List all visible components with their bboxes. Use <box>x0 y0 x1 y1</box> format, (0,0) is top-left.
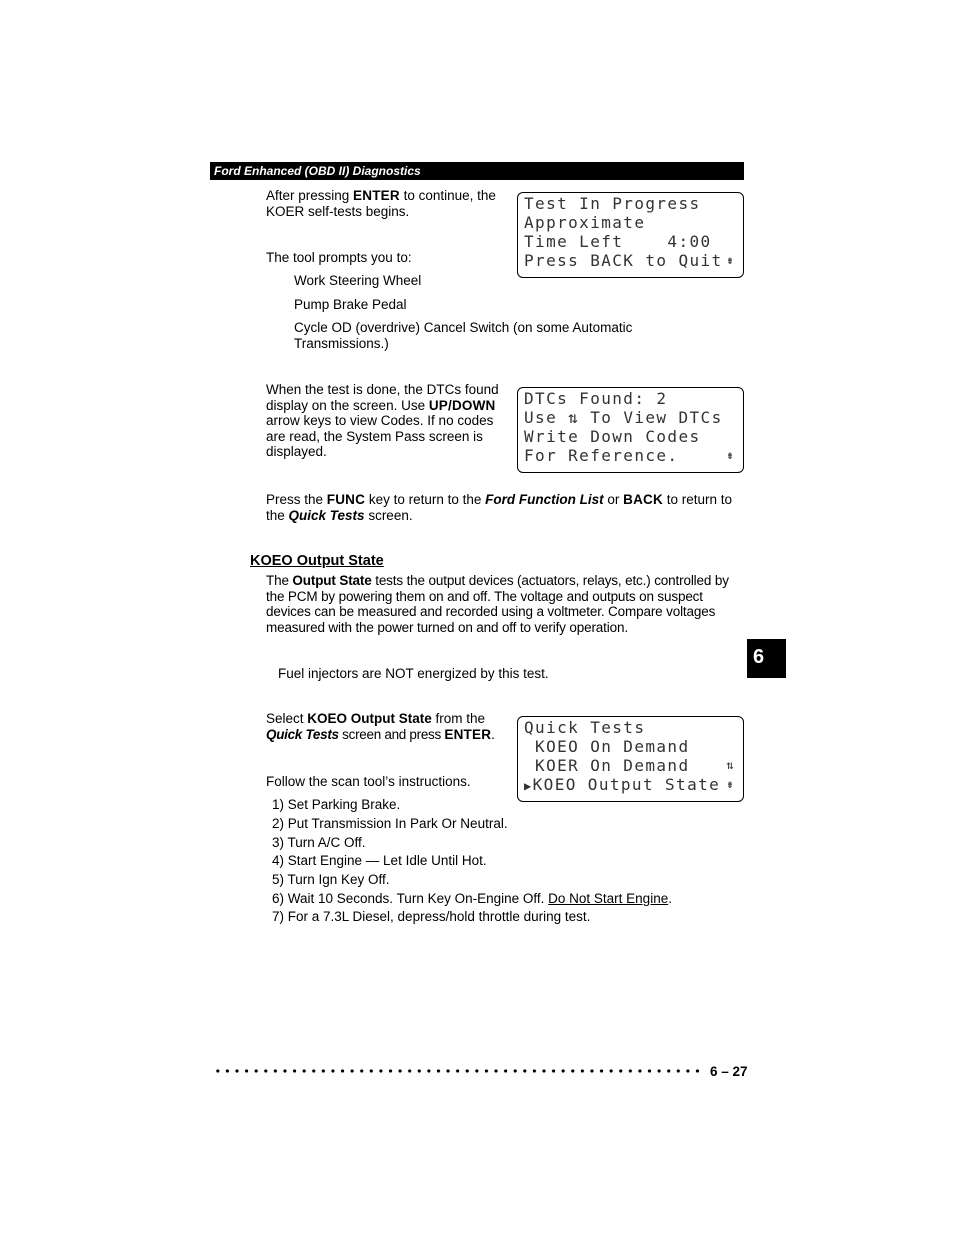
list-item: 4) Start Engine — Let Idle Until Hot. <box>272 853 487 868</box>
lcd-line: DTCs Found: 2 <box>524 389 668 408</box>
lcd-line <box>524 756 743 775</box>
text: Press the <box>266 492 327 507</box>
lcd-line-text: Press BACK to Quit <box>524 251 723 270</box>
prompt-brake: Pump Brake Pedal <box>294 297 407 312</box>
lcd-line: Time Left 4:00 <box>524 232 712 251</box>
text: Transmissions.) <box>294 335 389 351</box>
do-not-start-engine-warning: Do Not Start Engine <box>548 891 669 906</box>
func-key-label: FUNC <box>326 492 366 507</box>
text: to continue, the <box>399 188 496 203</box>
select-instructions <box>266 711 511 742</box>
lcd-line: Approximate <box>524 213 646 232</box>
text: . <box>668 891 672 906</box>
updown-arrows-icon: ⇅ <box>726 758 735 772</box>
list-item: 7) For a 7.3L Diesel, depress/hold throttle during test. <box>272 909 591 924</box>
text: displayed. <box>266 444 327 459</box>
follow-instructions: Follow the scan tool’s instructions. <box>266 774 471 789</box>
text: Cycle OD (overdrive) Cancel Switch (on some Automatic <box>294 320 633 335</box>
injector-note: Fuel injectors are NOT energized by this test. <box>278 666 549 681</box>
lcd-quick-tests <box>517 716 744 802</box>
koeo-output-state-term: KOEO Output State <box>307 711 432 726</box>
lcd-line-text: To View DTCs <box>579 408 723 427</box>
prompt-steering: Work Steering Wheel <box>294 273 422 288</box>
lcd-line <box>524 775 743 794</box>
updown-key-label: UP/DOWN <box>428 397 496 413</box>
section-header-title: Ford Enhanced (OBD II) Diagnostics <box>214 164 421 178</box>
list-item: 2) Put Transmission In Park Or Neutral. <box>272 816 508 831</box>
lcd-line <box>524 446 743 465</box>
text: Select <box>266 711 308 726</box>
scroll-down-arrow-icon: ⇟ <box>726 253 735 267</box>
text: screen. <box>364 507 413 523</box>
list-item <box>272 891 672 907</box>
selection-arrow-icon: ▶ <box>524 779 533 793</box>
text: When the test is done, the DTCs found <box>266 382 499 397</box>
text: key to return to the <box>365 492 486 507</box>
output-state-term: Output State <box>292 573 372 588</box>
lcd-line <box>524 408 743 427</box>
lcd-line: KOEO On Demand <box>524 737 690 756</box>
lcd-line-text: For Reference. <box>524 446 679 465</box>
scroll-down-arrow-icon: ⇟ <box>726 448 735 462</box>
text: devices can be measured and recorded using a voltmeter. Compare voltages <box>266 604 716 619</box>
prompt-cycle-od <box>294 320 632 351</box>
koeo-heading: KOEO Output State <box>250 553 384 569</box>
section-header-bar <box>210 162 744 180</box>
lcd-dtcs-found <box>517 387 744 473</box>
text: or <box>603 492 624 507</box>
lcd-line: Write Down Codes <box>524 427 701 446</box>
lcd-line-text: KOER On Demand <box>524 756 690 775</box>
koer-intro-text <box>266 188 506 219</box>
quick-tests-term: Quick Tests <box>266 726 339 742</box>
lcd-line <box>524 251 743 270</box>
text: arrow keys to view Codes. If no codes <box>266 413 494 428</box>
page-number: 6 – 27 <box>710 1064 748 1079</box>
text: 6) Wait 10 Seconds. Turn Key On-Engine Off. <box>272 891 549 906</box>
text: The <box>266 573 293 588</box>
text: are read, the System Pass screen is <box>266 428 483 444</box>
text: to return to <box>662 492 733 507</box>
footer-dotted-rule <box>213 1067 703 1075</box>
list-item: 1) Set Parking Brake. <box>272 797 401 812</box>
back-key-label: BACK <box>623 492 663 507</box>
dtc-instructions <box>266 382 511 460</box>
text: from the <box>431 711 486 726</box>
lcd-line: Quick Tests <box>524 718 646 737</box>
lcd-test-in-progress <box>517 192 744 278</box>
enter-key-label: ENTER <box>444 726 492 742</box>
text: measured with the power turned on and off to verify operation. <box>266 619 628 635</box>
prompt-intro: The tool prompts you to: <box>266 250 412 265</box>
scroll-down-arrow-icon: ⇟ <box>726 777 735 791</box>
lcd-line-text: KOEO Output State <box>532 775 721 794</box>
text: After pressing <box>266 188 354 203</box>
list-item: 3) Turn A/C Off. <box>272 835 366 850</box>
text: tests the output devices (actuators, relays, etc.) controlled by <box>371 573 729 588</box>
enter-key-label: ENTER <box>353 188 400 203</box>
text: display on the screen. Use <box>266 397 429 413</box>
lcd-line: Test In Progress <box>524 194 701 213</box>
updown-arrows-icon: ⇅ <box>568 408 580 427</box>
ford-function-list-term: Ford Function List <box>485 492 604 507</box>
text: the PCM by powering them on and off. The voltage and outputs on suspect <box>266 588 703 604</box>
text: screen and press <box>338 726 445 742</box>
list-item: 5) Turn Ign Key Off. <box>272 872 390 887</box>
text: KOER self-tests begins. <box>266 203 410 219</box>
chapter-tab: 6 <box>747 639 786 678</box>
return-instructions <box>266 492 746 523</box>
koeo-description <box>266 573 746 635</box>
text: . <box>491 726 495 742</box>
lcd-line-text: Use <box>524 408 569 427</box>
quick-tests-term: Quick Tests <box>288 507 365 523</box>
text: the <box>266 507 289 523</box>
